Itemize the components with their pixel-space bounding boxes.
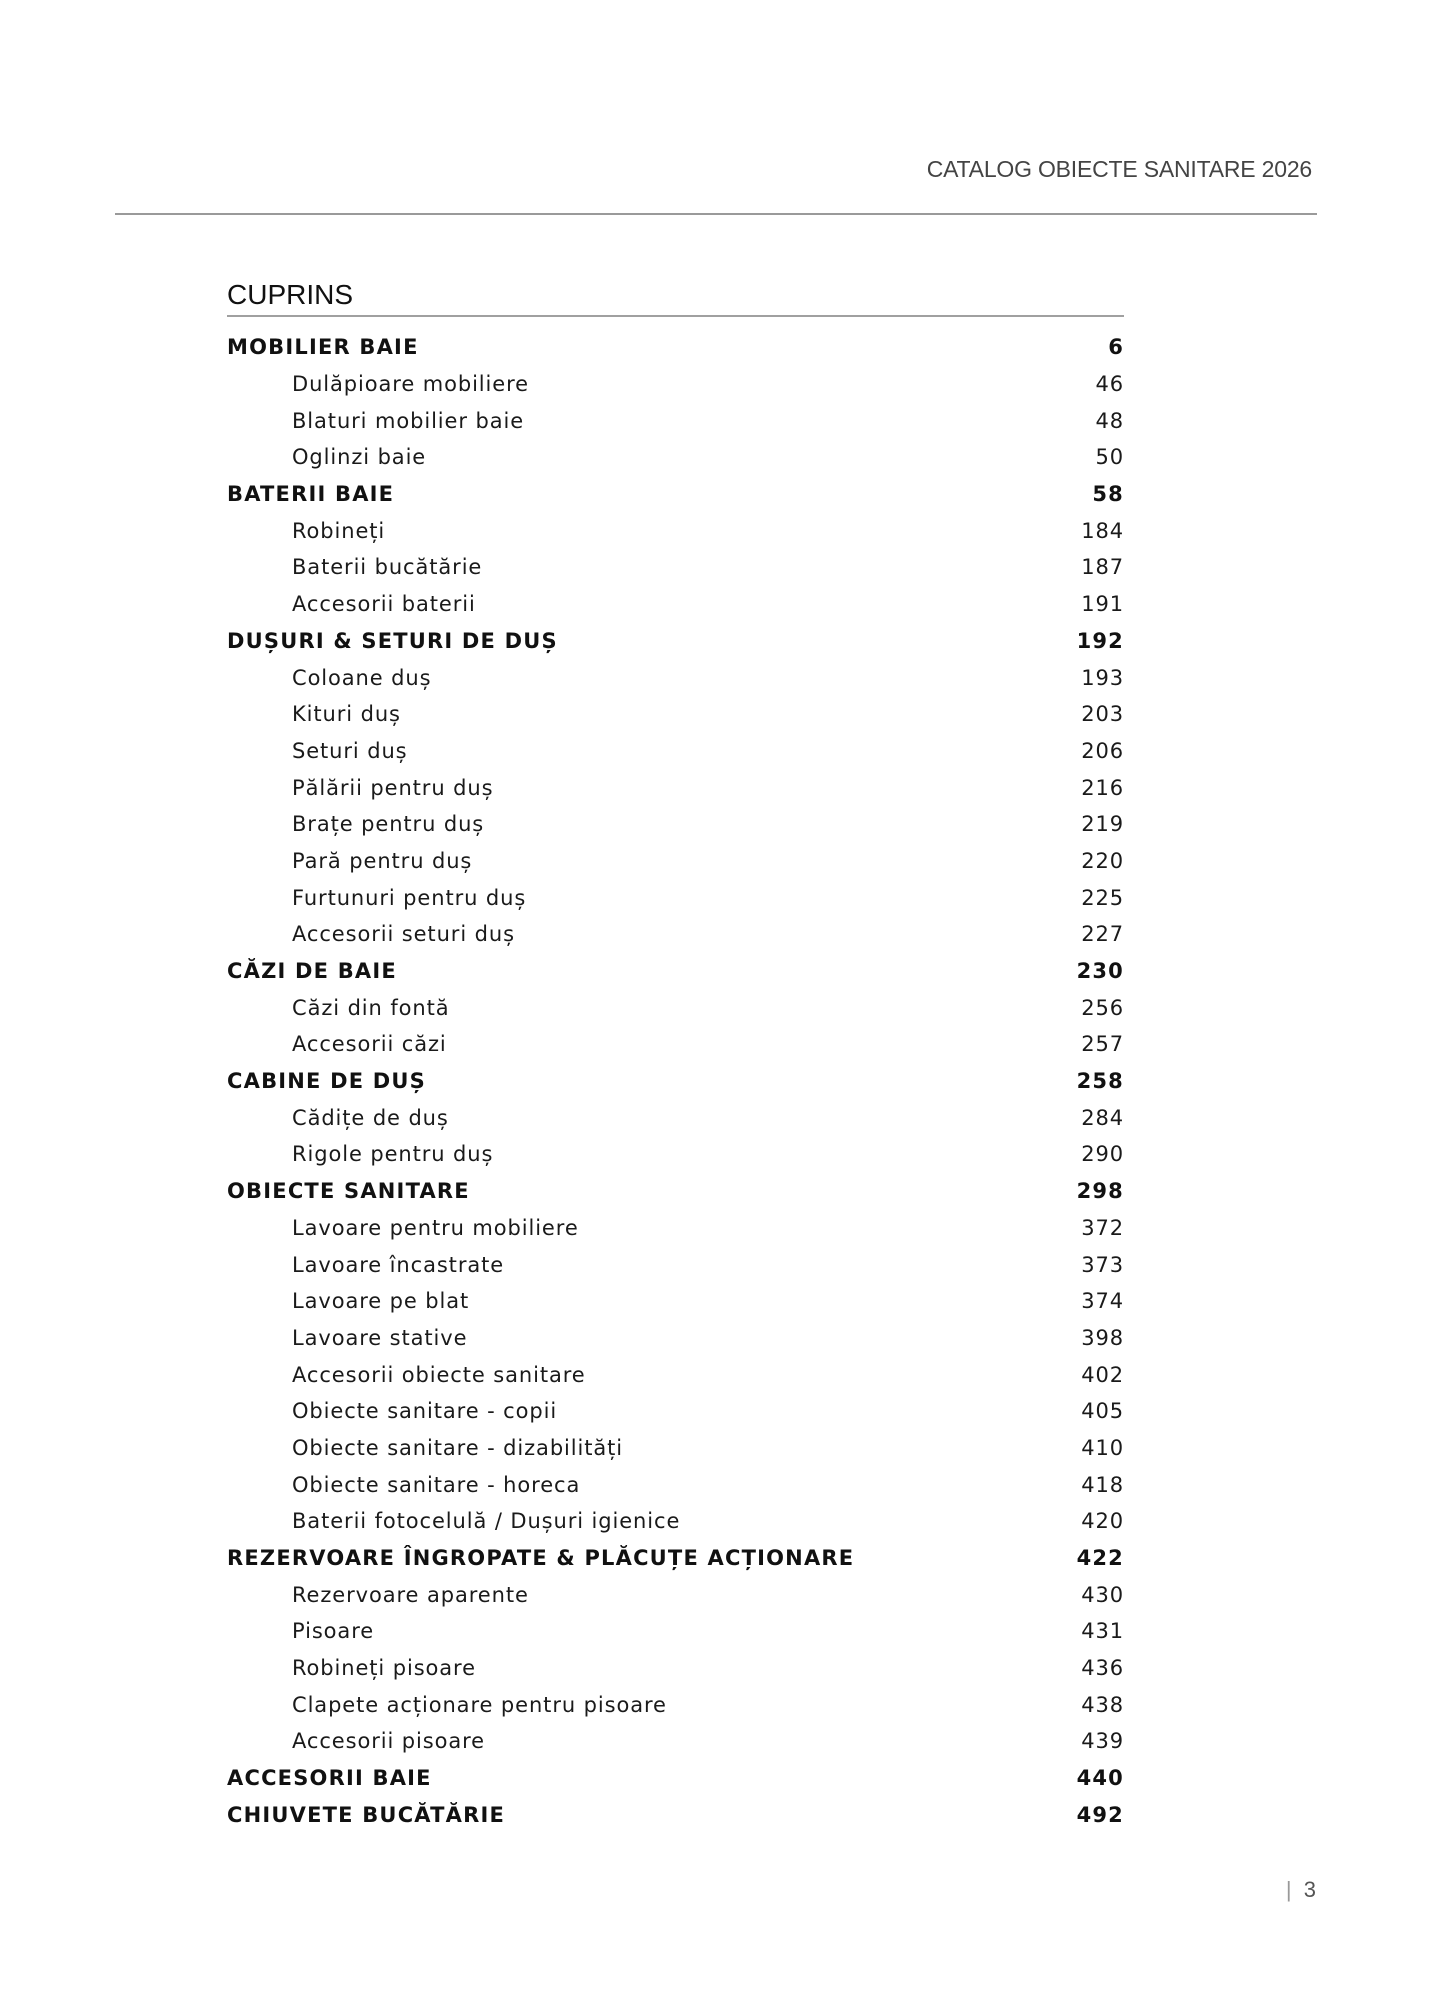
toc-subcategory-row[interactable]	[227, 1613, 1124, 1650]
toc-subcategory-row[interactable]	[227, 1650, 1124, 1687]
toc-entry-label: Pălării pentru duș	[292, 775, 494, 800]
toc-subcategory-row[interactable]	[227, 1320, 1124, 1357]
toc-entry-page: 230	[1076, 959, 1124, 984]
toc-entry-label: Lavoare pe blat	[292, 1289, 470, 1314]
toc-entry-page: 438	[1081, 1692, 1124, 1717]
toc-entry-label: Obiecte sanitare - dizabilități	[292, 1435, 624, 1460]
toc-category-row[interactable]	[227, 476, 1124, 513]
toc-entry-label: ACCESORII BAIE	[227, 1766, 432, 1791]
toc-entry-label: Oglinzi baie	[292, 445, 427, 470]
toc-entry-label: Accesorii baterii	[292, 592, 476, 617]
toc-entry-label: Baterii bucătărie	[292, 555, 483, 580]
toc-subcategory-row[interactable]	[227, 989, 1124, 1026]
toc-entry-page: 256	[1081, 995, 1124, 1020]
table-of-contents	[227, 275, 1124, 1833]
toc-subcategory-row[interactable]	[227, 1356, 1124, 1393]
toc-subcategory-row[interactable]	[227, 1099, 1124, 1136]
toc-entry-page: 219	[1081, 812, 1124, 837]
toc-entry-page: 6	[1108, 335, 1124, 360]
toc-subcategory-row[interactable]	[227, 402, 1124, 439]
toc-entry-label: Clapete acționare pentru pisoare	[292, 1692, 667, 1717]
toc-entry-page: 430	[1081, 1582, 1124, 1607]
toc-entry-label: DUȘURI & SETURI DE DUȘ	[227, 628, 558, 653]
toc-subcategory-row[interactable]	[227, 879, 1124, 916]
toc-category-row[interactable]	[227, 1540, 1124, 1577]
toc-subcategory-row[interactable]	[227, 439, 1124, 476]
toc-entry-page: 184	[1081, 518, 1124, 543]
toc-entry-label: Furtunuri pentru duș	[292, 885, 527, 910]
page-number: 3	[1303, 1877, 1316, 1902]
toc-entry-label: Căzi din fontă	[292, 995, 450, 1020]
toc-entry-page: 298	[1076, 1179, 1124, 1204]
toc-entry-page: 50	[1095, 445, 1124, 470]
toc-entry-page: 258	[1076, 1069, 1124, 1094]
toc-list	[227, 329, 1124, 1833]
toc-subcategory-row[interactable]	[227, 916, 1124, 953]
toc-entry-label: CABINE DE DUȘ	[227, 1069, 427, 1094]
toc-entry-page: 418	[1081, 1472, 1124, 1497]
toc-subcategory-row[interactable]	[227, 1283, 1124, 1320]
toc-entry-page: 492	[1076, 1802, 1124, 1827]
toc-entry-page: 216	[1081, 775, 1124, 800]
toc-entry-page: 225	[1081, 885, 1124, 910]
toc-entry-label: Seturi duș	[292, 738, 408, 763]
toc-entry-label: Rezervoare aparente	[292, 1582, 529, 1607]
toc-entry-page: 422	[1076, 1546, 1124, 1571]
toc-entry-page: 48	[1095, 408, 1124, 433]
toc-subcategory-row[interactable]	[227, 1686, 1124, 1723]
toc-entry-label: MOBILIER BAIE	[227, 335, 419, 360]
toc-entry-label: Accesorii seturi duș	[292, 922, 515, 947]
toc-subcategory-row[interactable]	[227, 366, 1124, 403]
toc-entry-label: CHIUVETE BUCĂTĂRIE	[227, 1802, 506, 1827]
toc-entry-label: OBIECTE SANITARE	[227, 1179, 470, 1204]
toc-entry-label: Accesorii căzi	[292, 1032, 447, 1057]
toc-entry-page: 193	[1081, 665, 1124, 690]
toc-subcategory-row[interactable]	[227, 806, 1124, 843]
toc-entry-label: Dulăpioare mobiliere	[292, 372, 529, 397]
toc-subcategory-row[interactable]	[227, 1246, 1124, 1283]
toc-entry-label: CĂZI DE BAIE	[227, 959, 397, 984]
toc-entry-label: Pisoare	[292, 1619, 375, 1644]
toc-entry-label: Pară pentru duș	[292, 848, 473, 873]
toc-subcategory-row[interactable]	[227, 1136, 1124, 1173]
toc-entry-page: 58	[1092, 482, 1124, 507]
toc-entry-page: 290	[1081, 1142, 1124, 1167]
toc-entry-page: 374	[1081, 1289, 1124, 1314]
toc-entry-page: 220	[1081, 848, 1124, 873]
toc-subcategory-row[interactable]	[227, 512, 1124, 549]
toc-subcategory-row[interactable]	[227, 1466, 1124, 1503]
toc-entry-label: Robineți pisoare	[292, 1656, 476, 1681]
toc-entry-label: Obiecte sanitare - horeca	[292, 1472, 581, 1497]
toc-subcategory-row[interactable]	[227, 1430, 1124, 1467]
toc-entry-page: 402	[1081, 1362, 1124, 1387]
toc-entry-label: Lavoare pentru mobiliere	[292, 1215, 579, 1240]
toc-entry-page: 191	[1081, 592, 1124, 617]
toc-subcategory-row[interactable]	[227, 769, 1124, 806]
toc-entry-label: Accesorii pisoare	[292, 1729, 485, 1754]
toc-subcategory-row[interactable]	[227, 549, 1124, 586]
toc-entry-label: Lavoare încastrate	[292, 1252, 505, 1277]
toc-entry-page: 192	[1076, 628, 1124, 653]
toc-entry-page: 410	[1081, 1435, 1124, 1460]
toc-subcategory-row[interactable]	[227, 843, 1124, 880]
toc-entry-label: REZERVOARE ÎNGROPATE & PLĂCUȚE ACȚIONARE	[227, 1546, 855, 1571]
footer-separator: |	[1285, 1877, 1292, 1902]
toc-entry-page: 284	[1081, 1105, 1124, 1130]
toc-entry-page: 227	[1081, 922, 1124, 947]
toc-entry-page: 420	[1081, 1509, 1124, 1534]
page-footer	[1286, 1877, 1316, 1903]
header-divider	[115, 213, 1317, 215]
toc-entry-page: 431	[1081, 1619, 1124, 1644]
toc-subcategory-row[interactable]	[227, 1393, 1124, 1430]
toc-heading: CUPRINS	[227, 279, 354, 310]
toc-entry-label: Brațe pentru duș	[292, 812, 485, 837]
toc-category-row[interactable]	[227, 953, 1124, 990]
toc-entry-page: 405	[1081, 1399, 1124, 1424]
toc-category-row[interactable]	[227, 329, 1124, 366]
toc-entry-page: 187	[1081, 555, 1124, 580]
toc-entry-page: 436	[1081, 1656, 1124, 1681]
toc-subcategory-row[interactable]	[227, 1503, 1124, 1540]
toc-category-row[interactable]	[227, 623, 1124, 660]
toc-entry-page: 373	[1081, 1252, 1124, 1277]
toc-entry-label: Coloane duș	[292, 665, 432, 690]
toc-subcategory-row[interactable]	[227, 586, 1124, 623]
toc-entry-label: Blaturi mobilier baie	[292, 408, 525, 433]
toc-entry-label: Obiecte sanitare - copii	[292, 1399, 558, 1424]
toc-entry-page: 206	[1081, 738, 1124, 763]
toc-entry-label: Rigole pentru duș	[292, 1142, 494, 1167]
toc-subcategory-row[interactable]	[227, 1576, 1124, 1613]
toc-entry-label: Baterii fotocelulă / Dușuri igienice	[292, 1509, 681, 1534]
toc-entry-label: Robineți	[292, 518, 386, 543]
toc-subcategory-row[interactable]	[227, 733, 1124, 770]
toc-entry-label: Kituri duș	[292, 702, 401, 727]
toc-entry-page: 398	[1081, 1325, 1124, 1350]
toc-entry-page: 440	[1076, 1766, 1124, 1791]
toc-category-row[interactable]	[227, 1797, 1124, 1834]
toc-category-row[interactable]	[227, 1063, 1124, 1100]
toc-entry-page: 203	[1081, 702, 1124, 727]
toc-subcategory-row[interactable]	[227, 1723, 1124, 1760]
toc-category-row[interactable]	[227, 1173, 1124, 1210]
toc-entry-page: 372	[1081, 1215, 1124, 1240]
toc-entry-label: Accesorii obiecte sanitare	[292, 1362, 586, 1387]
catalog-title: CATALOG OBIECTE SANITARE 2026	[926, 156, 1312, 182]
toc-entry-label: Lavoare stative	[292, 1325, 468, 1350]
toc-subcategory-row[interactable]	[227, 1210, 1124, 1247]
toc-entry-label: Cădițe de duș	[292, 1105, 449, 1130]
toc-category-row[interactable]	[227, 1760, 1124, 1797]
toc-subcategory-row[interactable]	[227, 659, 1124, 696]
toc-heading-divider	[227, 315, 1124, 317]
toc-subcategory-row[interactable]	[227, 696, 1124, 733]
toc-entry-label: BATERII BAIE	[227, 482, 395, 507]
toc-entry-page: 439	[1081, 1729, 1124, 1754]
toc-subcategory-row[interactable]	[227, 1026, 1124, 1063]
toc-entry-page: 257	[1081, 1032, 1124, 1057]
toc-entry-page: 46	[1095, 372, 1124, 397]
